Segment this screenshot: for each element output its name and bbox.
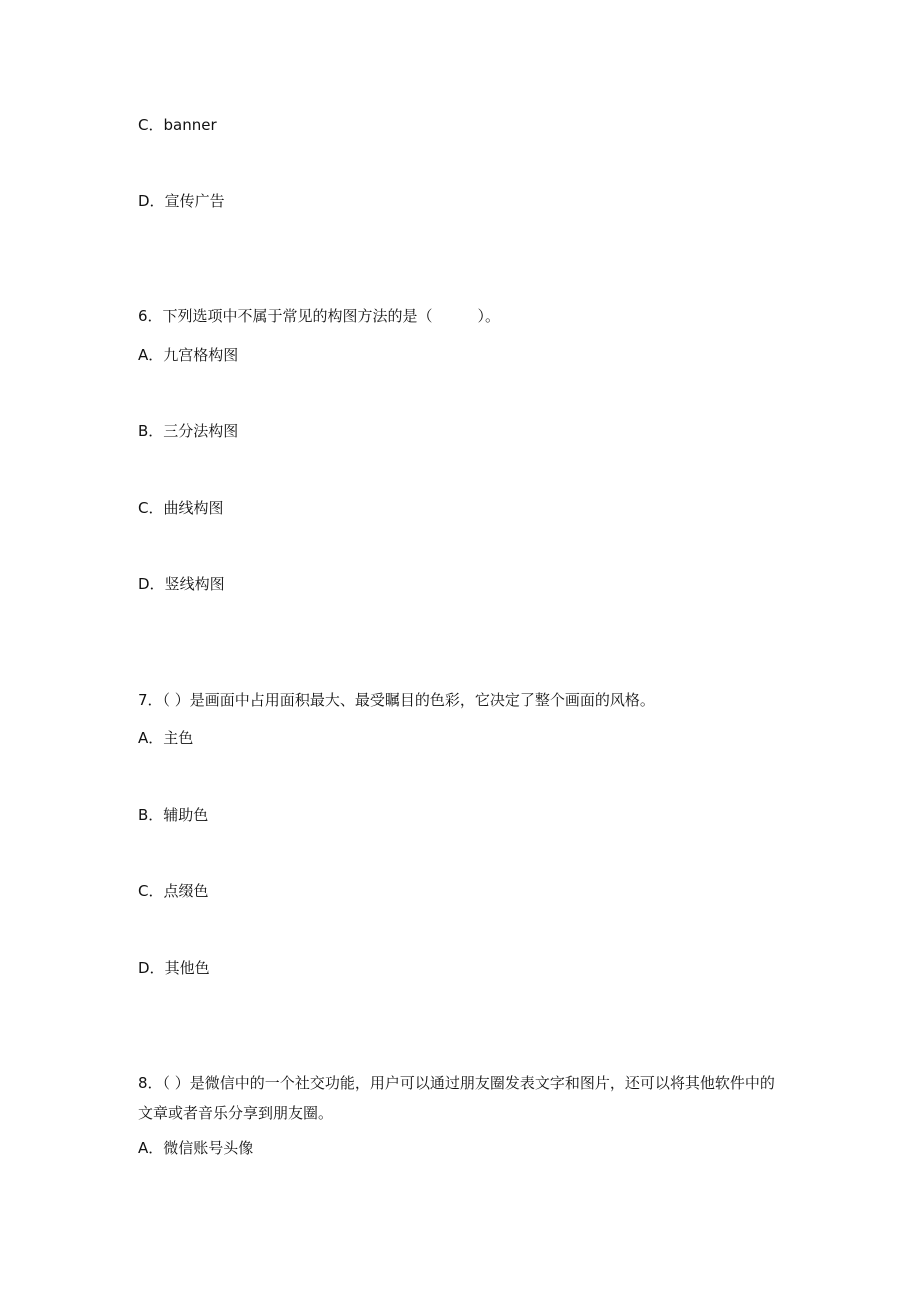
option-d xyxy=(138,191,225,211)
option-letter: C． xyxy=(138,499,164,517)
option-c xyxy=(138,115,217,135)
question-6-option-b xyxy=(138,421,238,441)
option-letter: B． xyxy=(138,806,164,824)
question-8-stem: 8．（ ）是微信中的一个社交功能，用户可以通过朋友圈发表文字和图片，还可以将其他软件中的文章或者音乐分享到朋友圈。 xyxy=(138,1074,775,1122)
option-text: 微信账号头像 xyxy=(163,1139,254,1157)
option-letter: B． xyxy=(138,422,164,440)
question-6-option-d xyxy=(138,574,225,594)
option-letter: C． xyxy=(138,882,164,900)
option-text: 三分法构图 xyxy=(163,422,239,440)
question-7-option-b xyxy=(138,805,208,825)
question-7-stem: 7．（ ）是画面中占用面积最大、最受瞩目的色彩，它决定了整个画面的风格。 xyxy=(138,691,655,709)
option-letter: A． xyxy=(138,729,164,747)
question-6-option-c xyxy=(138,498,224,518)
option-text: 曲线构图 xyxy=(163,499,224,517)
option-letter: D． xyxy=(138,192,165,210)
question-7-option-d xyxy=(138,958,210,978)
option-text: 宣传广告 xyxy=(164,192,225,210)
option-letter: A． xyxy=(138,1139,164,1157)
option-text: 竖线构图 xyxy=(164,575,225,593)
option-text: banner xyxy=(163,116,217,134)
option-letter: D． xyxy=(138,959,165,977)
option-text: 主色 xyxy=(163,729,194,747)
question-8-option-a xyxy=(138,1138,253,1158)
option-letter: A． xyxy=(138,346,164,364)
option-text: 九宫格构图 xyxy=(163,346,239,364)
question-6-stem: 6．下列选项中不属于常见的构图方法的是（ ）。 xyxy=(138,307,501,325)
question-7-option-a xyxy=(138,728,193,748)
option-letter: C． xyxy=(138,116,164,134)
option-text: 点缀色 xyxy=(163,882,209,900)
option-text: 其他色 xyxy=(164,959,210,977)
option-letter: D． xyxy=(138,575,165,593)
question-6-option-a xyxy=(138,345,238,365)
option-text: 辅助色 xyxy=(163,806,209,824)
question-7-option-c xyxy=(138,881,209,901)
